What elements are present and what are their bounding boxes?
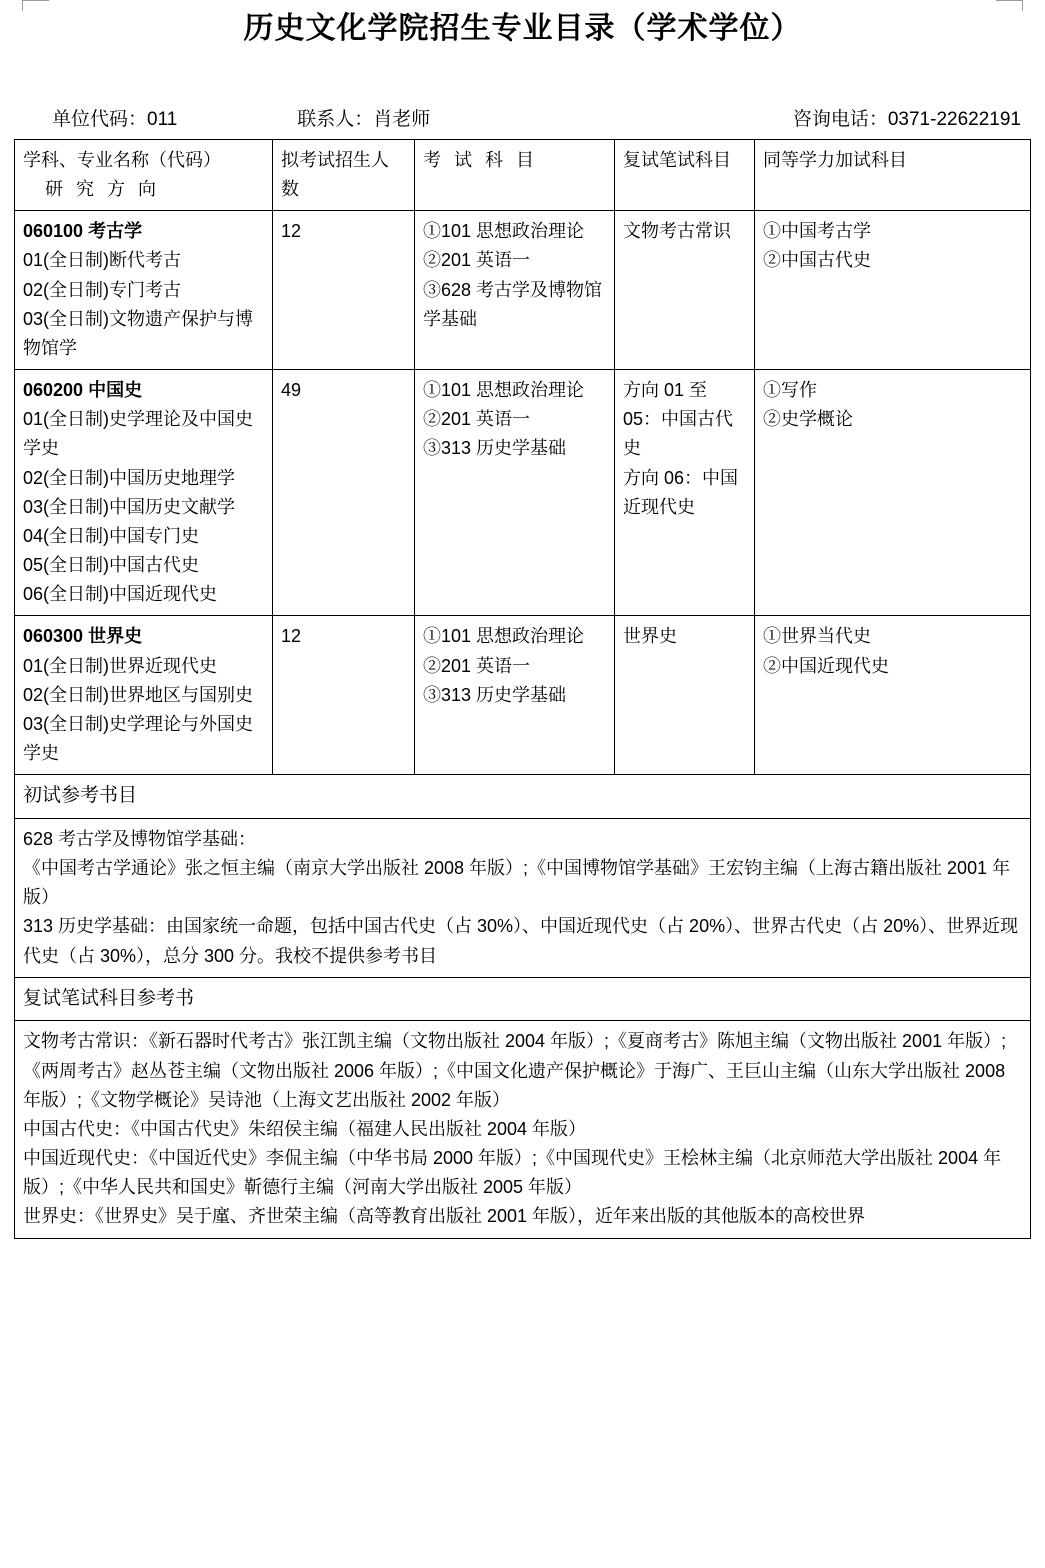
direction-item: 01(全日制)断代考古 [23,250,182,271]
contact-person: 联系人：肖老师 [297,109,431,130]
subject-item: ②201 英语一 [423,250,531,271]
table-row [15,211,1031,370]
direction-item: 02(全日制)中国历史地理学 [23,467,236,488]
ref-paragraph: 628 考古学及博物馆学基础： [23,828,257,849]
program-cell [15,616,273,775]
direction-item: 03(全日制)中国历史文献学 [23,496,236,517]
ref-paragraph: 文物考古常识：《新石器时代考古》张江凯主编（文物出版社 2004 年版）;《夏商考古》陈旭主编（文物出版社 2001 年版）;《两周考古》赵丛苍主编（文物出版社 2006 年版）;《中国文化遗产保护概论》于海广、王巨山主编（山东大学出版社 2008 年版）;《文物学概论》吴诗池（上海文艺出版社 2002 年版） [23,1031,1007,1110]
table-body [15,211,1031,1238]
meta-row [14,54,1031,139]
direction-item: 04(全日制)中国专门史 [23,525,200,546]
extra-item: ①世界当代史 [763,626,871,647]
subject-item: ①101 思想政治理论 [423,380,585,401]
extra-cell [755,616,1031,775]
program-code-name: 060300 世界史 [23,626,143,647]
unit-code: 单位代码：011 [52,109,178,130]
direction-item: 01(全日制)史学理论及中国史学史 [23,409,254,459]
subject-item: ③313 历史学基础 [423,438,567,459]
ref-paragraph: 313 历史学基础：由国家统一命题，包括中国古代史（占 30%）、中国近现代史（占 20%）、世界古代史（占 20%）、世界近现代史（占 30%），总分 300 分。我校不提供参考书目 [23,916,1019,966]
direction-item: 06(全日制)中国近现代史 [23,584,218,605]
direction-item: 03(全日制)文物遗产保护与博物馆学 [23,308,254,358]
extra-item: ②史学概论 [763,409,853,430]
table-header-row [15,140,1031,211]
ref-paragraph: 世界史：《世界史》吴于廑、齐世荣主编（高等教育出版社 2001 年版），近年来出版的其他版本的高校世界 [23,1206,866,1227]
section-body-row [15,1021,1031,1238]
quota-cell: 12 [273,211,415,370]
page-corner-mark-left [22,0,49,11]
retest-cell [615,370,755,616]
program-code-name: 060100 考古学 [23,221,143,242]
direction-item: 05(全日制)中国古代史 [23,555,200,576]
header-exam-subjects: 考 试 科 目 [415,140,615,211]
direction-item: 02(全日制)世界地区与国别史 [23,684,254,705]
subject-item: ③313 历史学基础 [423,684,567,705]
contact-phone: 咨询电话：0371-22622191 [792,109,1021,130]
retest-refs-body [15,1021,1031,1238]
header-program-name-line1: 学科、专业名称（代码） [23,150,221,170]
program-code-name: 060200 中国史 [23,380,143,401]
subjects-cell [415,211,615,370]
program-cell [15,370,273,616]
extra-cell [755,211,1031,370]
extra-cell [755,370,1031,616]
direction-item: 01(全日制)世界近现代史 [23,655,218,676]
subject-item: ②201 英语一 [423,655,531,676]
header-program-name [15,140,273,211]
table-row [15,616,1031,775]
table-row [15,370,1031,616]
direction-item: 02(全日制)专门考古 [23,279,182,300]
header-retest-subject: 复试笔试科目 [615,140,755,211]
section-caption-row [15,977,1031,1021]
initial-exam-refs-caption: 初试参考书目 [15,775,1031,819]
page-corner-mark-right [996,0,1023,11]
header-program-name-line2: 研 究 方 向 [45,179,161,200]
admissions-table [14,139,1031,1239]
ref-paragraph: 中国古代史：《中国古代史》朱绍侯主编（福建人民出版社 2004 年版） [23,1118,587,1139]
retest-line: 方向 06：中国近现代史 [623,467,739,517]
ref-paragraph: 《中国考古学通论》张之恒主编（南京大学出版社 2008 年版）;《中国博物馆学基础》王宏钧主编（上海古籍出版社 2001 年版） [23,858,1011,908]
subject-item: ①101 思想政治理论 [423,221,585,242]
retest-cell: 文物考古常识 [615,211,755,370]
extra-item: ①写作 [763,380,817,401]
page-title: 历史文化学院招生专业目录（学术学位） [243,12,802,45]
program-cell [15,211,273,370]
retest-cell: 世界史 [615,616,755,775]
subject-item: ③628 考古学及博物馆学基础 [423,279,603,329]
direction-item: 03(全日制)史学理论与外国史学史 [23,713,254,763]
section-caption-row [15,775,1031,819]
header-quota: 拟考试招生人数 [273,140,415,211]
ref-paragraph: 中国近现代史：《中国近代史》李侃主编（中华书局 2000 年版）;《中国现代史》王桧林主编（北京师范大学出版社 2004 年版）;《中华人民共和国史》靳德行主编（河南大学出版社 2005 年版） [23,1148,1002,1198]
extra-item: ②中国古代史 [763,250,871,271]
quota-cell: 12 [273,616,415,775]
initial-exam-refs-body [15,818,1031,977]
extra-item: ②中国近现代史 [763,655,889,676]
subject-item: ①101 思想政治理论 [423,626,585,647]
extra-item: ①中国考古学 [763,221,871,242]
header-equivalent-extra: 同等学力加试科目 [755,140,1031,211]
subject-item: ②201 英语一 [423,409,531,430]
retest-line: 方向 01 至 05：中国古代史 [623,380,734,459]
subjects-cell [415,370,615,616]
section-body-row [15,818,1031,977]
quota-cell: 49 [273,370,415,616]
table-header [15,140,1031,211]
subjects-cell [415,616,615,775]
retest-refs-caption: 复试笔试科目参考书 [15,977,1031,1021]
